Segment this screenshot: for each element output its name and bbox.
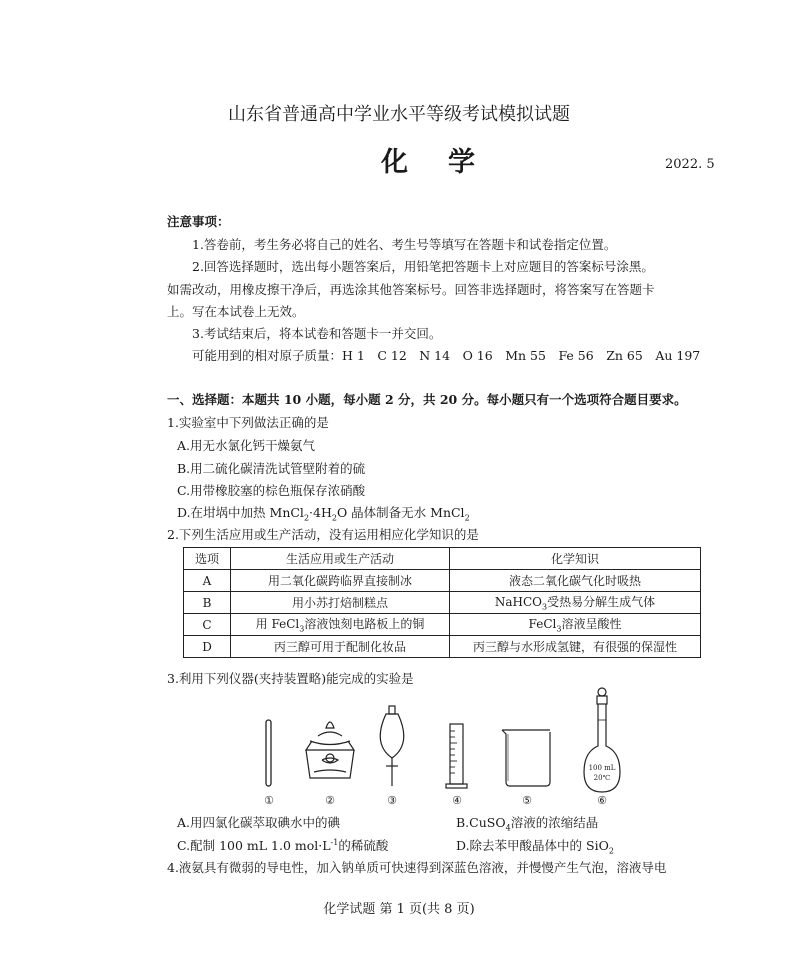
notice-item-1: 1.答卷前，考生务必将自己的姓名、考生号等填写在答题卡和试卷指定位置。 bbox=[192, 237, 617, 252]
q1-option-a: A.用无水氯化钙干燥氨气 bbox=[177, 438, 316, 453]
section-heading: 一、选择题：本题共 10 小题，每小题 2 分，共 20 分。每小题只有一个选项符合题目要求。 bbox=[167, 392, 687, 407]
table-row bbox=[184, 570, 701, 592]
q3-option-a: A.用四氯化碳萃取碘水中的碘 bbox=[177, 815, 341, 830]
subject-title: 化学 bbox=[381, 147, 515, 178]
apparatus-figure bbox=[240, 686, 640, 810]
notice-item-2-cont: 如需改动，用橡皮擦干净后，再选涂其他答案标号。回答非选择题时，将答案写在答题卡 bbox=[167, 282, 655, 297]
q1-option-d: D.在坩埚中加热 $MnCl_2\cdot 4H_2O$ 晶体制备无水 MnCl$_2$ bbox=[177, 505, 470, 523]
table-cell: 用二氧化碳跨临界直接制冰 bbox=[231, 570, 450, 592]
apparatus-label-3: ③ bbox=[387, 794, 397, 807]
flask-temp-label: 20℃ bbox=[593, 774, 611, 782]
notice-item-2: 2.回答选择题时，选出每小题答案后，用铅笔把答题卡上对应题目的答案标号涂黑。 bbox=[192, 259, 654, 274]
table-cell: 用 FeCl$_3$溶液蚀刻电路板上的铜 bbox=[231, 614, 450, 636]
exam-date: 2022. 5 bbox=[665, 157, 715, 172]
table-row bbox=[184, 614, 701, 636]
apparatus-label-1: ① bbox=[264, 794, 274, 807]
question-4-stem: 4.液氨具有微弱的导电性，加入钠单质可快速得到深蓝色溶液，并慢慢产生气泡，溶液导电 bbox=[167, 860, 667, 875]
glass-rod-icon bbox=[266, 720, 271, 786]
question-3-stem: 3.利用下列仪器(夹持装置略)能完成的实验是 bbox=[167, 671, 414, 686]
q2-table bbox=[183, 547, 701, 658]
notice-item-3: 3.考试结束后，将本试卷和答题卡一并交回。 bbox=[192, 326, 442, 341]
notice-item-2-cont2: 上。写在本试卷上无效。 bbox=[167, 304, 305, 319]
table-cell: 用小苏打焙制糕点 bbox=[231, 592, 450, 614]
table-row bbox=[184, 592, 701, 614]
exam-title: 山东省普通高中学业水平等级考试模拟试题 bbox=[228, 104, 570, 125]
q1-option-c: C.用带橡胶塞的棕色瓶保存浓硝酸 bbox=[177, 483, 366, 498]
question-2-stem: 2.下列生活应用或生产活动，没有运用相应化学知识的是 bbox=[167, 527, 479, 542]
volumetric-flask-icon bbox=[584, 688, 620, 792]
table-cell: B bbox=[184, 592, 231, 614]
apparatus-label-5: ⑤ bbox=[522, 794, 532, 807]
table-cell: NaHCO$_3$受热易分解生成气体 bbox=[450, 592, 701, 614]
separatory-funnel-icon bbox=[380, 706, 404, 786]
table-header: 化学知识 bbox=[450, 548, 701, 570]
table-header: 生活应用或生产活动 bbox=[231, 548, 450, 570]
apparatus-label-4: ④ bbox=[452, 794, 462, 807]
q3-option-c: C.配制 100 mL 1.0 $mol\cdot L^{-1}$的稀硫酸 bbox=[177, 837, 389, 853]
table-cell: 丙三醇与水形成氢键，有很强的保湿性 bbox=[450, 636, 701, 658]
atomic-mass-line: 可能用到的相对原子质量：H 1 C 12 N 14 O 16 Mn 55 Fe 56 Zn 65 Au 197 bbox=[192, 348, 701, 363]
table-row bbox=[184, 636, 701, 658]
table-header: 选项 bbox=[184, 548, 231, 570]
notice-heading: 注意事项： bbox=[167, 214, 230, 229]
q3-option-b: B.CuSO$_4$溶液的浓缩结晶 bbox=[456, 815, 599, 833]
table-cell: FeCl$_3$溶液呈酸性 bbox=[450, 614, 701, 636]
table-cell: 液态二氧化碳气化时吸热 bbox=[450, 570, 701, 592]
table-cell: A bbox=[184, 570, 231, 592]
alcohol-lamp-icon bbox=[306, 722, 354, 778]
page-footer: 化学试题 第 1 页(共 8 页) bbox=[323, 902, 475, 917]
beaker-icon bbox=[502, 730, 550, 786]
table-cell: C bbox=[184, 614, 231, 636]
apparatus-label-6: ⑥ bbox=[597, 794, 607, 807]
q3-option-d: D.除去苯甲酸晶体中的 SiO$_2$ bbox=[456, 838, 614, 856]
apparatus-label-2: ② bbox=[325, 794, 335, 807]
table-cell: D bbox=[184, 636, 231, 658]
flask-capacity-label: 100 mL bbox=[588, 764, 616, 772]
question-1-stem: 1.实验室中下列做法正确的是 bbox=[167, 415, 329, 430]
graduated-cylinder-icon bbox=[446, 724, 467, 788]
table-cell: 丙三醇可用于配制化妆品 bbox=[231, 636, 450, 658]
q1-option-b: B.用二硫化碳清洗试管壁附着的硫 bbox=[177, 461, 366, 476]
